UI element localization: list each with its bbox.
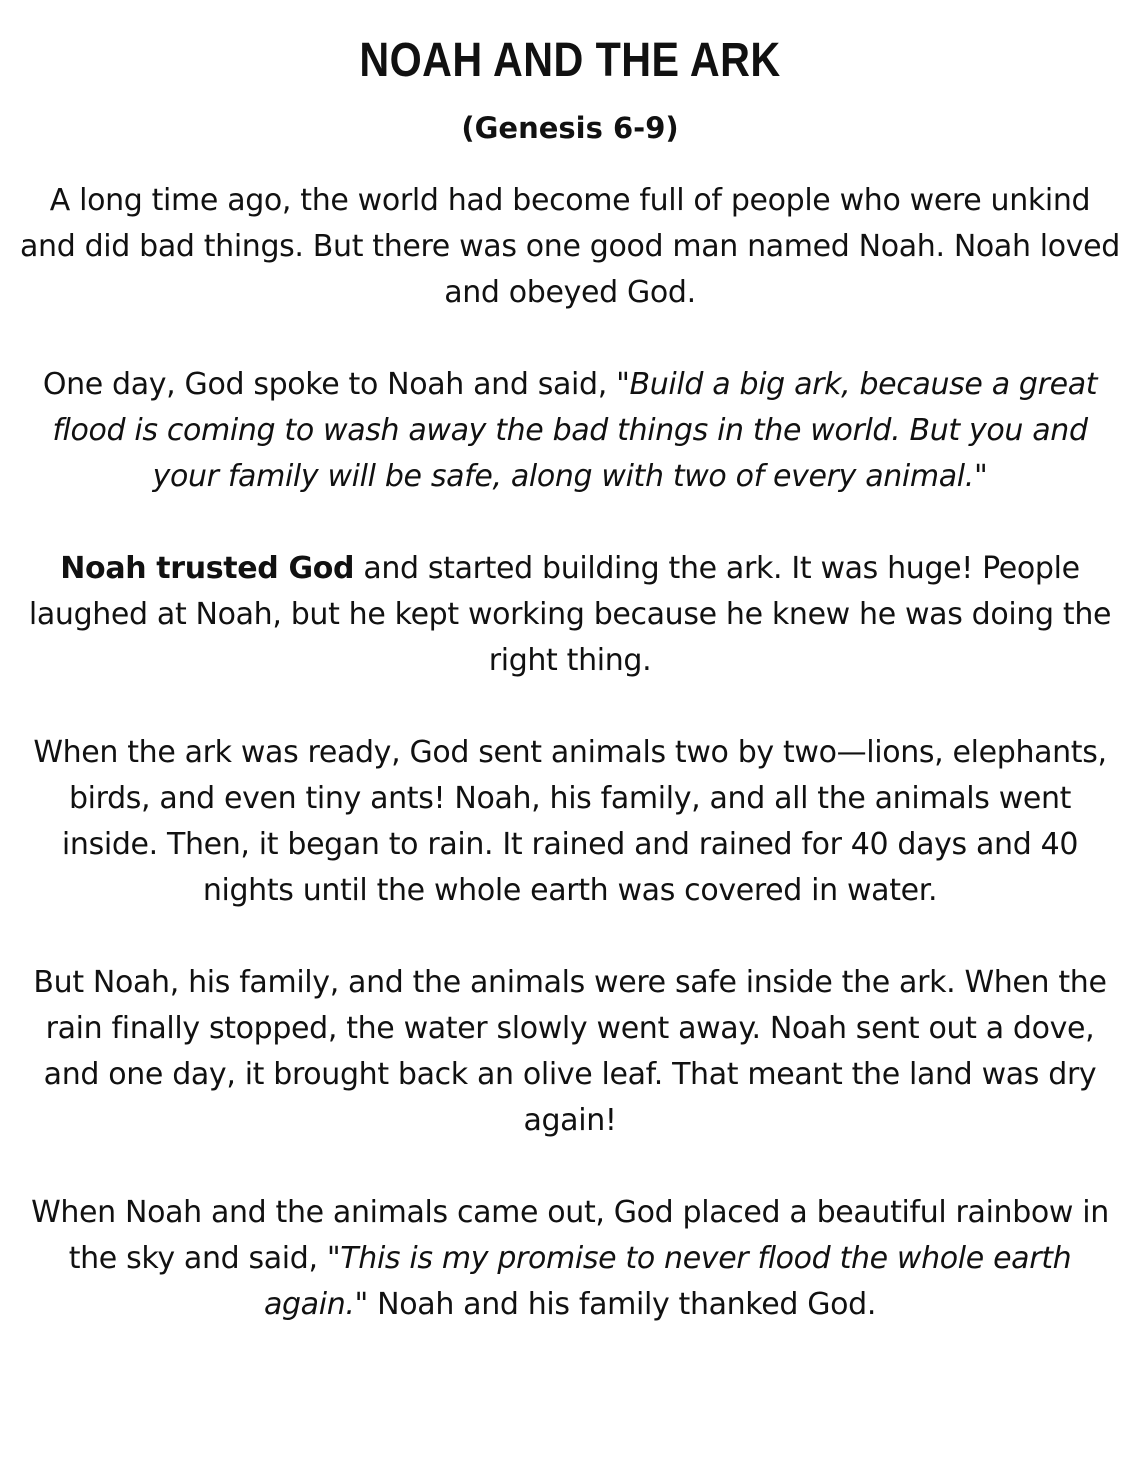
paragraph-2 [18, 362, 1122, 500]
paragraph-3 [18, 546, 1122, 684]
paragraph-1-text: A long time ago, the world had become full of people who were unkind and did bad things. But there was one good man named Noah. Noah loved and obeyed God. [20, 183, 1120, 310]
paragraph-5-text: But Noah, his family, and the animals were safe inside the ark. When the rain finally stopped, the water slowly went away. Noah sent out a dove, and one day, it brought back an olive leaf. That meant the land was dry again! [33, 965, 1107, 1138]
paragraph-2-quote: "Build a big ark, because a great flood is coming to wash away the bad things in the world. But you and your family will be safe, along with two of every animal." [52, 367, 1098, 494]
story-title: NOAH AND THE ARK [359, 34, 781, 87]
paragraph-4 [18, 730, 1122, 914]
paragraph-6-ending: Noah and his family thanked God. [368, 1287, 877, 1322]
paragraph-6 [18, 1190, 1122, 1328]
paragraph-1 [18, 178, 1122, 316]
paragraph-3-text: and started building the ark. It was huge! People laughed at Noah, but he kept working because he knew he was doing the right thing. [28, 551, 1112, 678]
paragraph-6-quote: "This is my promise to never flood the whole earth again." [263, 1241, 1072, 1322]
paragraph-5 [18, 960, 1122, 1144]
paragraph-2-text: One day, God spoke to Noah and said, [42, 367, 617, 402]
paragraph-6-text: When Noah and the animals came out, God placed a beautiful rainbow in the sky and said, [31, 1195, 1109, 1276]
paragraph-3-emphasis: Noah trusted God [60, 551, 355, 586]
paragraph-4-text: When the ark was ready, God sent animals two by two—lions, elephants, birds, and even tiny ants! Noah, his family, and all the animals went inside. Then, it began to rain. It rained and rained for 40 days and 40 nights until the whole earth was covered in water. [33, 735, 1107, 908]
scripture-reference: (Genesis 6-9) [461, 111, 679, 145]
